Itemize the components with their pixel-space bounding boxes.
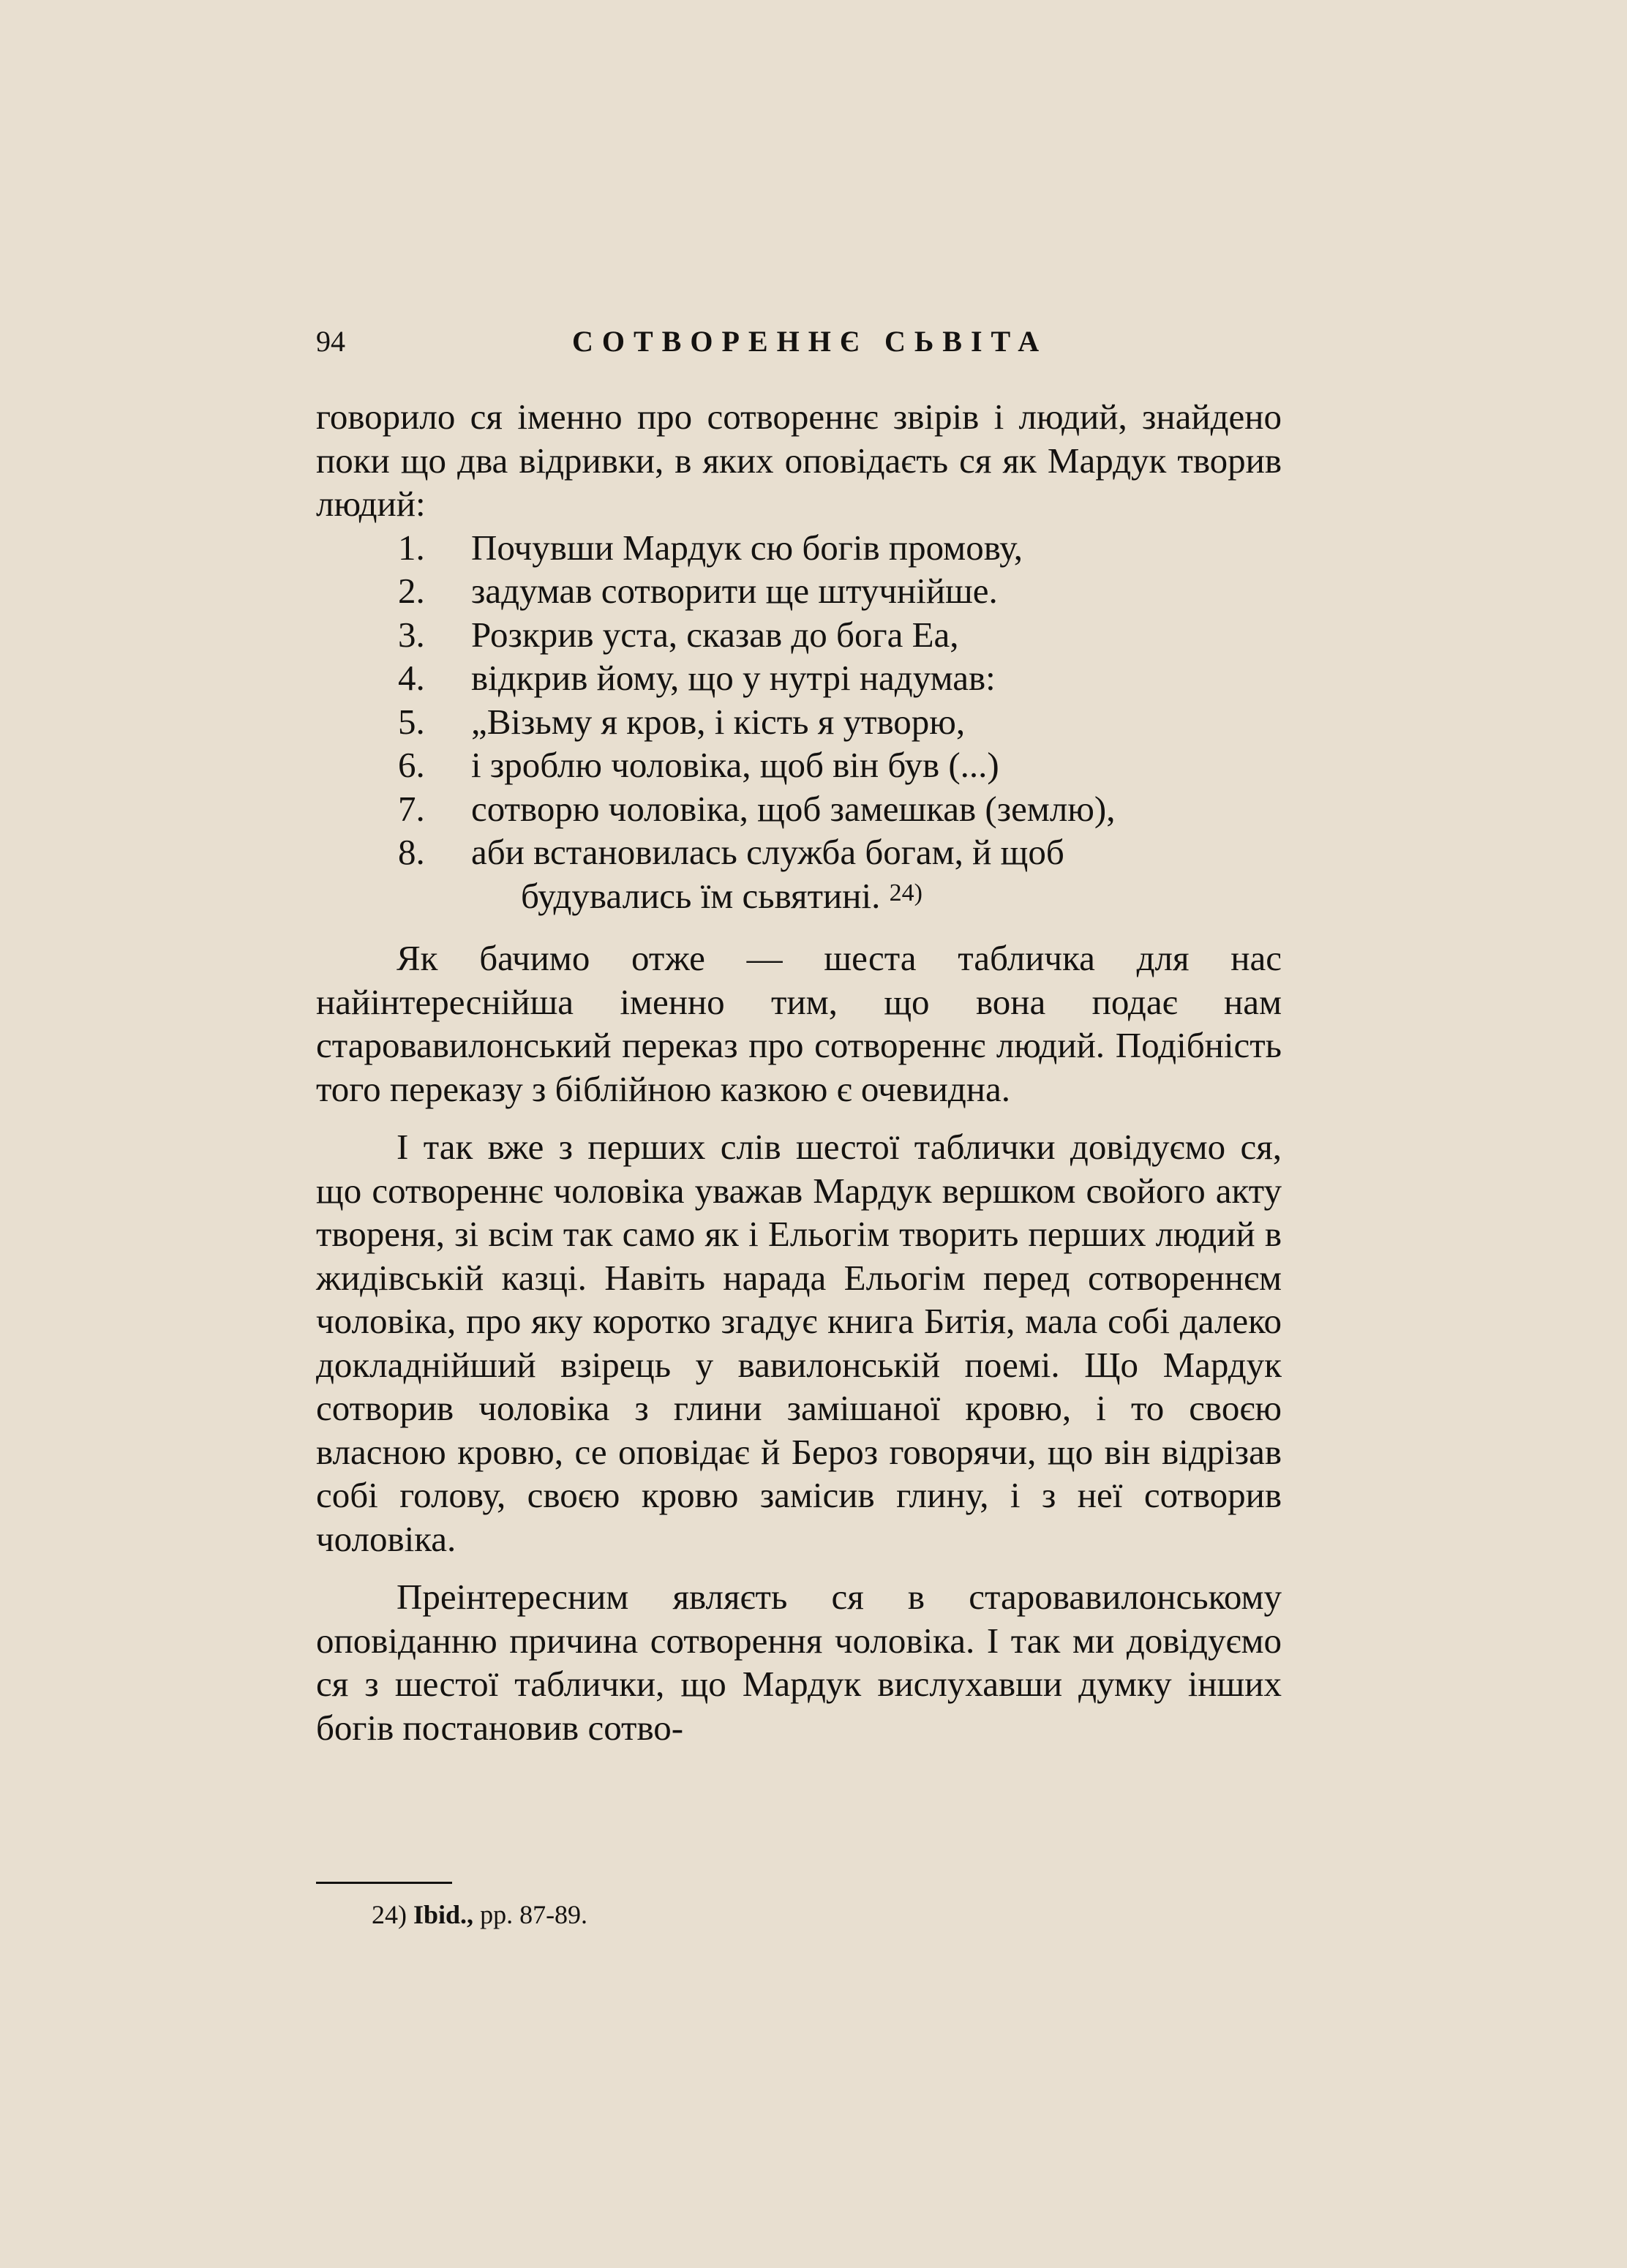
verse-line [316, 656, 1282, 700]
verse-text: аби встановилась служба богам, й щоб [471, 832, 1064, 872]
verse-number: 6. [398, 745, 425, 785]
paragraph-4: Преінтересним являєть ся в старовавилонському оповіданню причина сотворення чоловіка. І так ми довідуємо ся з шестої таблички, що Мардук вислухавши думку інших богів постановив сотво- [316, 1577, 1282, 1748]
verse-number: 7. [398, 788, 425, 829]
verse-line [316, 700, 1282, 744]
verse-number: 2. [398, 571, 425, 611]
verse-list [316, 526, 1282, 923]
page-number: 94 [316, 325, 345, 358]
verse-line [316, 830, 1282, 874]
verse-text: сотворю чоловіка, щоб замешкав (землю), [471, 788, 1116, 829]
footnote-pages: pp. 87-89. [480, 1900, 588, 1929]
verse-continuation: будувались їм сьвятині. [521, 875, 881, 916]
paragraph-2: Як бачимо отже — шеста табличка для нас найінтереснійша іменно тим, що вона подає нам старовавилонський переказ про сотвореннє людий. Подібність того переказу з біблійною казкою є очевидна. [316, 938, 1282, 1109]
verse-number: 1. [398, 527, 425, 568]
running-head [316, 323, 1282, 360]
footnote [372, 1898, 587, 1931]
verse-line [316, 743, 1282, 787]
footnote-number: 24) [372, 1900, 407, 1929]
footnote-reference: 24) [889, 879, 923, 906]
verse-line [316, 613, 1282, 657]
verse-number: 8. [398, 832, 425, 872]
footnote-divider [316, 1882, 452, 1884]
body-text [316, 395, 1282, 1749]
verse-line [316, 526, 1282, 570]
verse-continuation-line [316, 874, 1282, 923]
verse-line [316, 569, 1282, 613]
verse-text: і зроблю чоловіка, щоб він був (...) [471, 745, 999, 785]
verse-text: Почувши Мардук сю богів промову, [471, 527, 1023, 568]
verse-number: 3. [398, 614, 425, 655]
verse-text: задумав сотворити ще штучнійше. [471, 571, 998, 611]
verse-text: відкрив йому, що у нутрі надумав: [471, 658, 996, 698]
paragraph-3: І так вже з перших слів шестої таблички довідуємо ся, що сотвореннє чоловіка уважав Мардук вершком свойого акту твореня, зі всім так само як і Ельогім творить перших людий в жидівській казці. Навіть нарада Ельогім перед сотвореннєм чоловіка, про яку коротко згадує книга Битія, мала собі далеко докладнійший взірець у вавилонській поемі. Що Мардук сотворив чоловіка з глини замішаної кровю, і то своєю власною кровю, се оповідає й Бероз говорячи, що він відрізав собі голову, своєю кровю замісив глину, і з неї сотворив чоловіка. [316, 1127, 1282, 1559]
verse-text: Розкрив уста, сказав до бога Еа, [471, 614, 959, 655]
verse-number: 5. [398, 701, 425, 742]
footnote-source: Ibid., [413, 1900, 474, 1929]
running-title: СОТВОРЕННЄ СЬВІТА [572, 325, 1048, 358]
verse-line [316, 787, 1282, 831]
intro-paragraph: говорило ся іменно про сотвореннє звірів і людий, знайдено поки що два відривки, в яких оповідаєть ся як Мардук творив людий: [316, 397, 1282, 524]
verse-text: „Візьму я кров, і кість я утворю, [471, 701, 966, 742]
verse-number: 4. [398, 658, 425, 698]
